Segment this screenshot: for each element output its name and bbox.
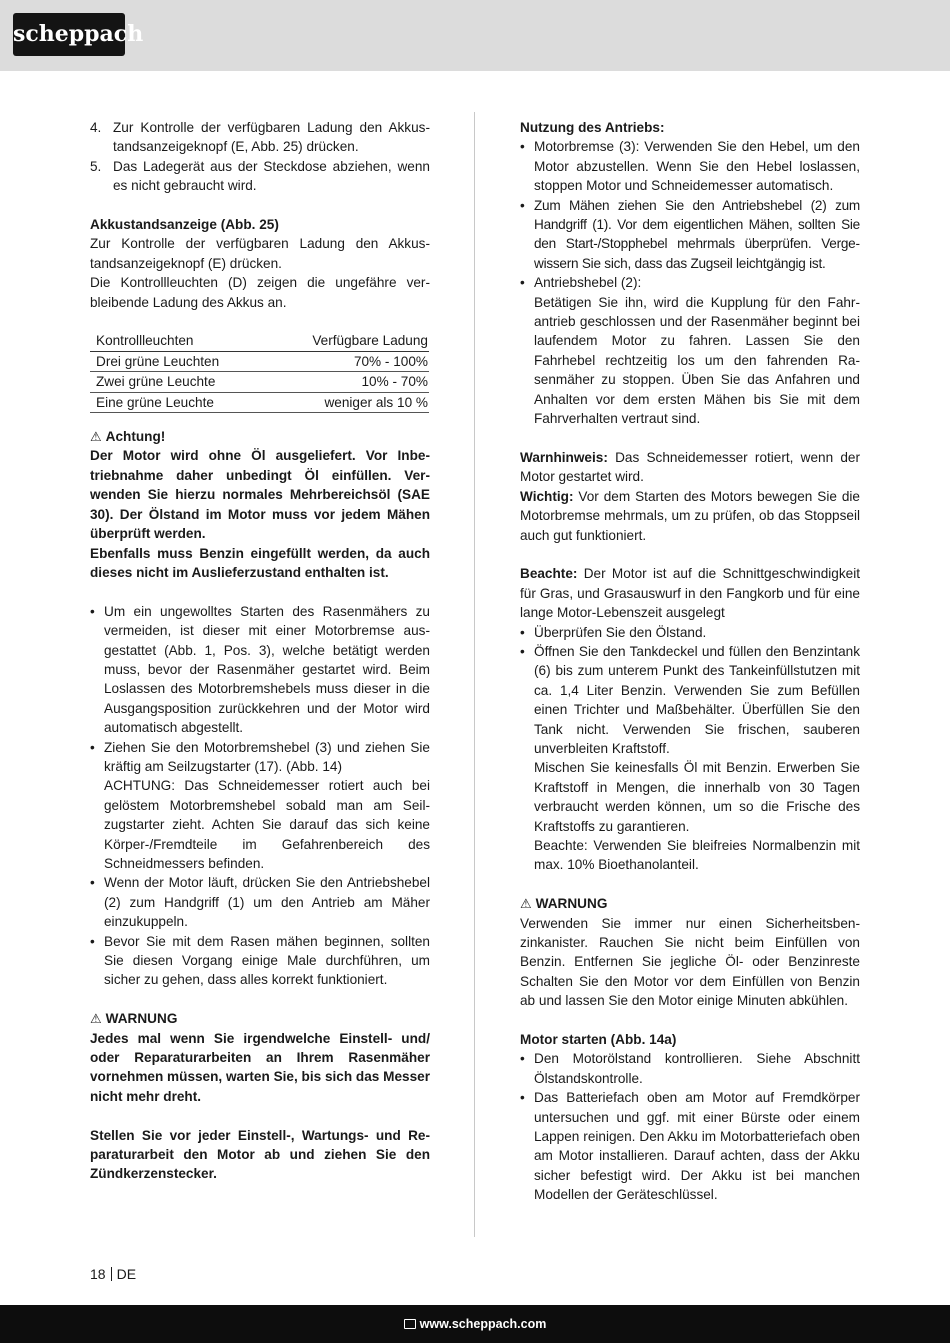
list-item-text: Den Motorölstand kontrollieren. Siehe Abschnitt Ölstandskontrolle. bbox=[534, 1051, 860, 1086]
table-row bbox=[90, 351, 429, 371]
warning-icon: ⚠ bbox=[520, 896, 532, 912]
table-header: Kontrollleuchten bbox=[90, 331, 268, 351]
bullet-dot: • bbox=[520, 1090, 525, 1106]
list-item bbox=[520, 196, 860, 274]
bullet-dot: • bbox=[520, 139, 525, 155]
numbered-item bbox=[90, 118, 430, 157]
beachte-text: Der Motor ist auf die Schnittgeschwindigkeit für Gras, und Grasauswurf in den Fangkorb und für eine lange Motor-Lebenszeit ausgelegt bbox=[520, 566, 860, 621]
antrieb-heading: Nutzung des Antriebs: bbox=[520, 120, 665, 135]
beachte-paragraph bbox=[520, 564, 860, 622]
warnung-paragraph: Stellen Sie vor jeder Einstell-, Wartungs- und Reparaturarbeit den Motor ab und ziehen Sie den Zündkerzenstecker. bbox=[90, 1127, 430, 1182]
list-item bbox=[520, 1049, 860, 1088]
right-column bbox=[520, 118, 860, 1205]
charge-table bbox=[90, 331, 429, 413]
list-item-text: Antriebshebel (2): bbox=[534, 275, 642, 291]
list-item-text: Wenn der Motor läuft, drücken Sie den Antriebshebel (2) zum Handgriff (1) um den Antrieb am Mäher einzukuppeln. bbox=[104, 875, 430, 930]
list-item bbox=[90, 873, 430, 931]
table-cell: weniger als 10 % bbox=[268, 392, 429, 412]
bullet-dot: • bbox=[520, 275, 525, 291]
page-number bbox=[90, 1265, 136, 1284]
list-item-note: Mischen Sie keinesfalls Öl mit Benzin. Erwerben Sie Kraftstoff in Mengen, die innerhalb von 30 Tagen verbraucht werden können, um so die Frische des Kraftstoffs zu garantieren. bbox=[534, 760, 860, 834]
list-item-text: Zum Mähen ziehen Sie den Antriebshebel (2) zum Handgriff (1). Vor dem eigentlichen Mähen, sollten Sie den Start-/Stopphebel mehrmals überprüfen. Vergewissern Sie sich, dass das Zugseil leichtgängig ist. bbox=[534, 197, 860, 271]
list-item-note: Beachte: Verwenden Sie bleifreies Normalbenzin mit max. 10% Bioethanolanteil. bbox=[534, 838, 860, 873]
list-item bbox=[520, 642, 860, 875]
akku-paragraph: Zur Kontrolle der verfügbaren Ladung den Akkustandsanzeigeknopf (E) drücken. bbox=[90, 236, 430, 271]
warnhinweis-label: Warnhinweis: bbox=[520, 449, 608, 465]
list-item bbox=[520, 623, 860, 642]
warnhinweis-paragraph bbox=[520, 448, 860, 487]
list-item bbox=[520, 1088, 860, 1204]
list-item-text: Motorbremse (3): Verwenden Sie den Hebel, um den Motor abzustellen. Wenn Sie den Hebel loslassen, stoppen Motor und Schneidemesser automatisch. bbox=[534, 139, 860, 194]
item-number: 5. bbox=[90, 158, 102, 174]
list-item-text: Öffnen Sie den Tankdeckel und füllen den Benzintank (6) bis zum unterem Punkt des Tankeinfüllstutzen mit ca. 1,4 Liter Benzin. Verwenden Sie zum Befüllen einen Trichter und Maßbehälter. Überfüllen Sie den Tank nicht. Verwenden Sie frischen, sauberen unverbleiten Kraftstoff. bbox=[534, 643, 860, 756]
footer-url[interactable]: www.scheppach.com bbox=[419, 1317, 547, 1331]
achtung-title: Achtung! bbox=[105, 429, 166, 445]
bullet-dot: • bbox=[520, 1051, 525, 1067]
starten-heading: Motor starten (Abb. 14a) bbox=[520, 1032, 677, 1048]
table-row bbox=[90, 392, 429, 412]
warnung-paragraph: Jedes mal wenn Sie irgendwelche Einstell- und/ oder Reparaturarbeiten an Ihrem Rasenmäher vornehmen müssen, warten Sie, bis sich das Messer nicht mehr dreht. bbox=[90, 1030, 430, 1104]
list-item bbox=[520, 273, 860, 428]
bullet-dot: • bbox=[520, 197, 525, 213]
table-cell: 70% - 100% bbox=[268, 351, 429, 371]
achtung-heading bbox=[90, 427, 430, 446]
warnung-title: WARNUNG bbox=[105, 1011, 178, 1027]
table-cell: Eine grüne Leuchte bbox=[90, 392, 268, 412]
monitor-icon bbox=[404, 1319, 416, 1329]
table-cell: Drei grüne Leuchten bbox=[90, 351, 268, 371]
list-item-text: Um ein ungewolltes Starten des Rasenmähers zu vermeiden, ist dieser mit einer Motorbremse ausgestattet (Abb. 1, Pos. 3), welche betätigt werden muss, bevor der Rasenmäher gestartet wird. Beim Loslassen des Motorbremshebels muss dieser in die Ausgangsposition zurückkehren und der Motor wird automatisch abgestellt. bbox=[104, 603, 430, 736]
bullet-dot: • bbox=[90, 603, 95, 619]
warnung-title: WARNUNG bbox=[535, 896, 608, 912]
table-cell: 10% - 70% bbox=[268, 372, 429, 392]
brand-logo: scheppach bbox=[13, 13, 125, 56]
warning-icon: ⚠ bbox=[90, 429, 102, 445]
bullet-dot: • bbox=[90, 875, 95, 891]
wichtig-text: Vor dem Starten des Motors bewegen Sie die Motorbremse mehrmals, um zu prüfen, ob das Stoppseil auch gut funktioniert. bbox=[520, 488, 860, 543]
warnung-heading bbox=[90, 1009, 430, 1028]
left-column bbox=[90, 118, 430, 1184]
beachte-label: Beachte: bbox=[520, 566, 578, 582]
akku-heading: Akkustandsanzeige (Abb. 25) bbox=[90, 217, 279, 233]
akku-paragraph: Die Kontrollleuchten (D) zeigen die ungefähre verbleibende Ladung des Akkus an. bbox=[90, 275, 430, 310]
table-cell: Zwei grüne Leuchte bbox=[90, 372, 268, 392]
item-number: 4. bbox=[90, 120, 102, 135]
warnung-heading bbox=[520, 894, 860, 913]
list-item-text: Das Batteriefach oben am Motor auf Fremdkörper untersuchen und ggf. mit einer Bürste oder einem Lappen reinigen. Den Akku im Motorbatteriefach oben am Motor installieren. Darauf achten, dass der Akku sicher befestigt wird. Der Akku ist bei manchen Modellen der Geräteschlüssel. bbox=[534, 1090, 860, 1203]
numbered-item bbox=[90, 157, 430, 196]
table-header: Verfügbare Ladung bbox=[268, 331, 429, 351]
table-header-row bbox=[90, 331, 429, 351]
bullet-dot: • bbox=[520, 624, 525, 640]
list-item bbox=[90, 738, 430, 874]
achtung-paragraph: Ebenfalls muss Benzin eingefüllt werden, da auch dieses nicht im Auslieferzustand enthalten ist. bbox=[90, 545, 430, 580]
bullet-dot: • bbox=[90, 739, 95, 755]
page-separator bbox=[111, 1267, 112, 1281]
warnung-paragraph: Verwenden Sie immer nur einen Sicherheitsbenzinkanister. Rauchen Sie nicht beim Einfüllen von Benzin. Entfernen Sie jegliche Öl- oder Benzinreste Schalten Sie den Motor vor dem Einfüllen von Benzin ab und lassen Sie den Motor einige Minuten abkühlen. bbox=[520, 915, 860, 1009]
list-item-note: ACHTUNG: Das Schneidemesser rotiert auch bei gelöstem Motorbremshebel sobald man am Seilzugstarter zieht. Achten Sie darauf das sich keine Körper-/Fremdteile im Gefahrenbereich des Schneidmessers befinden. bbox=[104, 778, 430, 871]
footer-bar bbox=[0, 1305, 950, 1343]
page-number-value: 18 bbox=[90, 1266, 106, 1282]
bullet-dot: • bbox=[520, 643, 525, 659]
list-item-text: Ziehen Sie den Motorbremshebel (3) und ziehen Sie kräftig am Seilzugstarter (17). (Abb. 14) bbox=[104, 739, 430, 774]
header-bar bbox=[0, 0, 950, 71]
wichtig-paragraph bbox=[520, 487, 860, 545]
bullet-dot: • bbox=[90, 933, 95, 949]
list-item bbox=[520, 137, 860, 195]
item-text: Das Ladegerät aus der Steckdose abziehen, wenn es nicht gebraucht wird. bbox=[113, 158, 430, 194]
list-item-text: Überprüfen Sie den Ölstand. bbox=[534, 624, 707, 640]
list-item-note: Betätigen Sie ihn, wird die Kupplung für den Fahrantrieb geschlossen und der Rasenmäher beginnt bei laufendem Motor zu fahren. Lassen Sie den Fahrhebel rechtzeitig los um den fahrenden Rasenmäher zu stoppen. Üben Sie das Anfahren und Anhalten vor dem ersten Mähen bis Sie mit dem Fahrverhalten vertraut sind. bbox=[534, 294, 860, 427]
page-language: DE bbox=[116, 1266, 137, 1282]
list-item bbox=[90, 932, 430, 990]
achtung-paragraph: Der Motor wird ohne Öl ausgeliefert. Vor Inbetriebnahme daher unbedingt Öl einfüllen. Verwenden Sie hierzu normales Mehrbereichsöl (SAE 30). Der Ölstand im Motor muss vor jedem Mähen überprüft werden. bbox=[90, 448, 430, 542]
column-divider bbox=[474, 112, 475, 1237]
item-text: Zur Kontrolle der verfügbaren Ladung den Akkustandsanzeigeknopf (E, Abb. 25) drücken. bbox=[113, 120, 430, 155]
warnhinweis-text: Das Schneidemesser rotiert, wenn der Motor gestartet wird. bbox=[520, 449, 860, 485]
table-row bbox=[90, 372, 429, 392]
list-item bbox=[90, 602, 430, 738]
warning-icon: ⚠ bbox=[90, 1011, 102, 1027]
list-item-text: Bevor Sie mit dem Rasen mähen beginnen, sollten Sie diesen Vorgang einige Male durchführen, um sicher zu gehen, dass alles korrekt funktioniert. bbox=[104, 933, 430, 988]
wichtig-label: Wichtig: bbox=[520, 488, 574, 504]
